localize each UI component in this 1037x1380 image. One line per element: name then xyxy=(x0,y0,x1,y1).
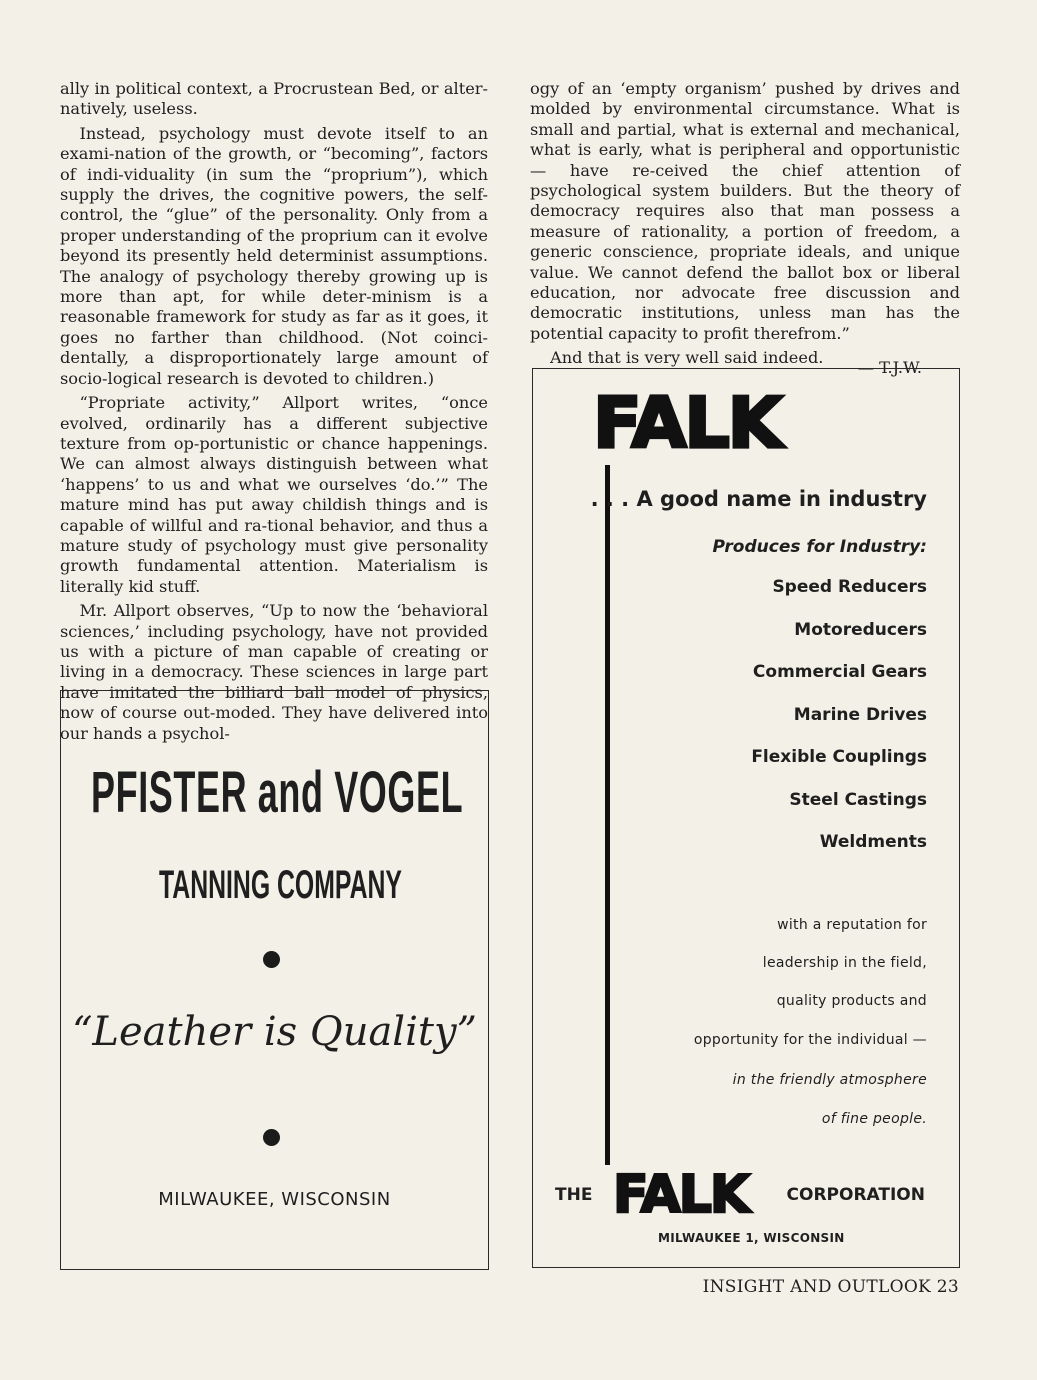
closing-line: And that is very well said indeed. xyxy=(550,348,824,368)
paragraph: “Propriate activity,” Allport writes, “once evolved, ordinarily has a different subjective texture from op-portunistic or chance happenings. We can almost always distinguish between what ‘happens’ to us and what we ourselves ‘do.’” The mature mind has put away childish things and is capable of willful and ra-tional behavior, and thus a mature study of psychology must give personality growth fundamental attention. Materialism is literally kid stuff. xyxy=(60,393,488,596)
reputation-line: quality products and xyxy=(776,993,927,1009)
product-item: Marine Drives xyxy=(793,705,927,725)
reputation-line: with a reputation for xyxy=(777,917,927,933)
product-item: Weldments xyxy=(819,832,927,852)
reputation-line: opportunity for the individual — xyxy=(693,1032,927,1048)
product-item: Motoreducers xyxy=(794,620,927,640)
falk-logo: FALK xyxy=(593,383,781,464)
left-column-text xyxy=(60,79,488,748)
page-footer: INSIGHT AND OUTLOOK 23 xyxy=(702,1277,959,1297)
product-item: Commercial Gears xyxy=(752,662,927,682)
produces-heading: Produces for Industry: xyxy=(712,537,927,557)
falk-logo-bottom: FALK xyxy=(613,1165,749,1225)
bullet-dot xyxy=(263,1129,280,1146)
product-item: Steel Castings xyxy=(789,790,927,810)
bullet-dot xyxy=(263,951,280,968)
reputation-line: of fine people. xyxy=(821,1111,927,1127)
paragraph: ogy of an ‘empty organism’ pushed by drives and molded by environmental circumstance. What is small and partial, what is external and mechanical, what is early, what is peripheral and opportunistic — have re-ceived the chief attention of psychological system builders. But the theory of democracy requires also that man possess a measure of rationality, a portion of freedom, a generic conscience, propriate ideals, and unique value. We cannot defend the ballot box or liberal education, nor advocate free discussion and democratic institutions, unless man has the potential capacity to profit therefrom.” xyxy=(530,79,960,343)
right-column-text xyxy=(530,79,960,378)
tagline: . . . A good name in industry xyxy=(590,487,927,511)
company-location: MILWAUKEE, WISCONSIN xyxy=(158,1189,391,1210)
paragraph: Instead, psychology must devote itself to an exami-nation of the growth, or “becoming”, factors of indi-viduality (in sum the “proprium”), which supply the drives, the cognitive powers, the self-control, the “glue” of the personality. Only from a proper understanding of the proprium can it evolve beyond its presently held determinist assumptions. The analogy of psychology thereby growing up is more than apt, for while deter-minism is a reasonable framework for study as far as it goes, it goes no farther than childhood. (Not coinci-dentally, a disproportionately large amount of socio-logical research is devoted to children.) xyxy=(60,123,488,388)
author-signature: — T.J.W. xyxy=(857,358,922,378)
falk-corporation-label: CORPORATION xyxy=(786,1185,925,1205)
falk-location: MILWAUKEE 1, WISCONSIN xyxy=(658,1231,845,1245)
product-item: Flexible Couplings xyxy=(751,747,927,767)
pfister-vogel-advertisement xyxy=(60,690,489,1270)
product-item: Speed Reducers xyxy=(772,577,927,597)
slogan: “Leather is Quality” xyxy=(71,1009,478,1055)
reputation-line: in the friendly atmosphere xyxy=(732,1072,927,1088)
falk-advertisement xyxy=(532,368,960,1268)
vertical-rule xyxy=(605,465,610,1165)
company-name: PFISTER and VOGEL xyxy=(91,760,464,825)
reputation-line: leadership in the field, xyxy=(762,955,927,971)
paragraph: ally in political context, a Procrustean Bed, or alter-natively, useless. xyxy=(60,79,488,119)
paragraph: Mr. Allport observes, “Up to now the ‘behavioral sciences,’ including psychology, have not provided us with a picture of man capable of creating or living in a democracy. These sciences in large part have imitated the billiard ball model of physics, now of course out-moded. They have delivered into our hands a psychol- xyxy=(60,601,488,743)
company-subtitle: TANNING COMPANY xyxy=(159,863,402,907)
falk-the-label: THE xyxy=(555,1185,593,1205)
